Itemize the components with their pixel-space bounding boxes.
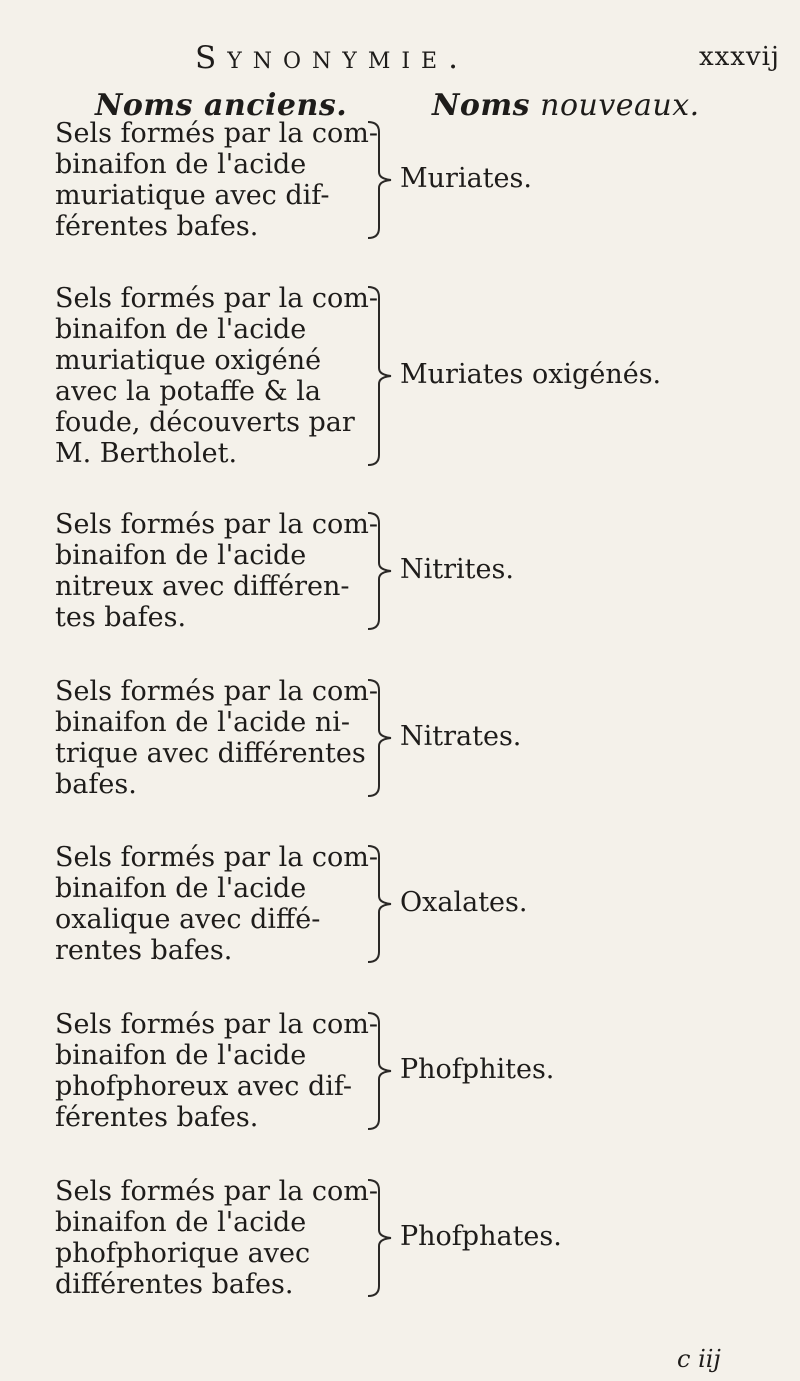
old-name-line: Sels formés par la com- (55, 1176, 379, 1207)
old-name-line: Sels formés par la com- (55, 283, 379, 314)
old-name-line: Sels formés par la com- (55, 118, 379, 149)
old-name-line: rentes bafes. (55, 935, 233, 966)
old-name-line: muriatique avec dif- (55, 180, 330, 211)
old-name-line: nitreux avec différen- (55, 571, 350, 602)
page-number: xxxvij (698, 42, 780, 72)
old-name-line: binaifon de l'acide (55, 540, 307, 571)
old-name-line: muriatique oxigéné (55, 345, 322, 376)
old-name-text (55, 842, 379, 966)
brace-icon (365, 283, 395, 469)
old-name-line: binaifon de l'acide ni- (55, 707, 351, 738)
brace-icon (365, 1176, 395, 1300)
new-name: Phofphates. (400, 1221, 562, 1252)
brace-icon (365, 676, 395, 800)
column-heading-new-word1: Noms (432, 88, 531, 123)
brace-icon (365, 118, 395, 242)
old-name-line: binaifon de l'acide (55, 314, 307, 345)
old-name-text (55, 1176, 379, 1300)
new-name: Phofphites. (400, 1054, 555, 1085)
old-name-line: binaifon de l'acide (55, 149, 307, 180)
old-name-line: M. Bertholet. (55, 438, 238, 469)
brace-icon (365, 509, 395, 633)
new-name: Nitrates. (400, 721, 522, 752)
running-title: Synonymie. (195, 40, 469, 76)
old-name-line: Sels formés par la com- (55, 676, 379, 707)
old-name-line: binaifon de l'acide (55, 1040, 307, 1071)
old-name-line: férentes bafes. (55, 211, 259, 242)
old-name-line: foude, découverts par (55, 407, 355, 438)
new-name: Oxalates. (400, 887, 528, 918)
old-name-line: Sels formés par la com- (55, 842, 379, 873)
old-name-line: Sels formés par la com- (55, 1009, 379, 1040)
old-name-line: avec la potaffe & la (55, 376, 321, 407)
brace-icon (365, 1009, 395, 1133)
old-name-line: tes bafes. (55, 602, 187, 633)
old-name-text (55, 118, 379, 242)
old-name-line: oxalique avec diffé- (55, 904, 321, 935)
old-name-line: différentes bafes. (55, 1269, 294, 1300)
old-name-text (55, 509, 379, 633)
column-heading-old-names: Noms anciens. (95, 88, 348, 123)
signature-mark: c iij (677, 1345, 721, 1373)
old-name-line: phofphoreux avec dif- (55, 1071, 353, 1102)
column-heading-new-word2: nouveaux. (540, 88, 700, 123)
brace-icon (365, 842, 395, 966)
old-name-text (55, 283, 379, 469)
old-name-line: trique avec différentes (55, 738, 366, 769)
old-name-line: binaifon de l'acide (55, 873, 307, 904)
new-name: Muriates. (400, 163, 532, 194)
old-name-line: phofphorique avec (55, 1238, 311, 1269)
running-head (195, 40, 780, 80)
new-name: Nitrites. (400, 554, 514, 585)
new-name: Muriates oxigénés. (400, 359, 662, 390)
old-name-line: binaifon de l'acide (55, 1207, 307, 1238)
old-name-text (55, 676, 379, 800)
old-name-line: bafes. (55, 769, 137, 800)
old-name-text (55, 1009, 379, 1133)
old-name-line: Sels formés par la com- (55, 509, 379, 540)
old-name-line: férentes bafes. (55, 1102, 259, 1133)
column-heading-new-names (432, 88, 700, 123)
